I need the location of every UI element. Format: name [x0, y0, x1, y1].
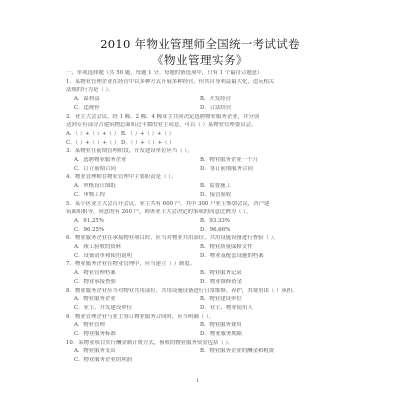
option-d: D．物业及配套设施的档案: [200, 252, 264, 259]
question-text: 筑面积相等，同意的有 200 户，则该业主大会决定的事项的同意比例为（ ）。: [66, 209, 252, 216]
option-b: B．开发经营: [200, 96, 231, 103]
option-d: D．物业服务期限: [200, 331, 243, 337]
option-b: B．物业建设单位: [200, 296, 242, 303]
question-text: 8．物业服务企业应当对物业共用部位、共用设施设备进行日常维修、养护，其费用由（ ）承担。: [66, 287, 298, 294]
section-heading: 一、单项选择题（共 50 题，每题 1 分。每题的备选项中，只有 1 个最符合题意）: [66, 70, 263, 76]
exam-subtitle: 《物业管理实务》: [152, 53, 248, 67]
option-c: C．物业承接查验: [74, 278, 116, 285]
question-text: 6．物业服务企业在承接物业项目时，应当对物业共用部位、共用设施设备进行查验（ ）。: [66, 235, 279, 242]
option-d: D．接管验收: [200, 191, 232, 198]
option-a: A．选聘物业服务企业: [74, 157, 127, 163]
option-c: C．订立前期合同: [74, 165, 116, 172]
option-c: C．审核工程: [74, 191, 106, 198]
question-text: 1．某物业管理企业在经营中以多种方式开展多种经营，但其自身利益最大化，违反相关: [66, 78, 275, 85]
option-d: D．签订前期服务合同: [200, 165, 253, 172]
option-c: C．业主、开发建设单位: [74, 304, 133, 311]
question-text: C．（ ）+（ ）+（ ） D．（ ）+（ ）+（ ）: [66, 139, 175, 146]
option-b: B．物业服务记录: [200, 270, 242, 277]
option-a: A．谋利益: [74, 96, 100, 103]
option-b: B．监督施工: [200, 183, 231, 190]
option-b: B．物业服务费用: [200, 322, 242, 329]
question-text: 4．物业管理师在物业管理中主要职责是（ ）。: [66, 174, 177, 181]
exam-title: 2010 年物业管理师全国统一考试试卷: [100, 37, 300, 51]
option-b: B．物业服务企业的酬金和税费: [200, 348, 275, 355]
option-d: D．96.66%: [200, 226, 231, 233]
page-number: 1: [196, 378, 200, 384]
option-a: A．91.25%: [74, 217, 104, 224]
question-text: 达到专有部分占建筑物总面积过半数的业主同意，可以（ ）某物业管理委员会。: [66, 122, 257, 129]
option-b: B．物业服务企业一个月: [200, 157, 258, 163]
option-c: C．违规停: [74, 104, 100, 111]
question-text: A．（ ）+（ ）+（ ） B．（ ）+（ ）+（ ）: [66, 130, 174, 137]
option-d: D．业主、物业使用人: [200, 304, 253, 311]
option-c: C．设备清单和使用说明: [74, 252, 133, 259]
question-text: 5．某小区业主大会召开会议，业主共有 600 户，其中 300 户业主参加会议，各户建: [66, 200, 270, 207]
option-a: A．审核设计图纸: [74, 183, 116, 190]
question-text: 7．物业服务企业在物业管理中，应当建立（ ）制度。: [66, 261, 196, 268]
question-text: 3．某物业在前期管理阶段，开发建设单位应当（ ）。: [66, 148, 193, 155]
option-a: A．物业服务企业: [74, 296, 116, 303]
question-text: 9．物业管理企业与业主签订物业服务合同时，应当明确（ ）。: [66, 313, 214, 320]
option-a: A．竣工验收的资料: [74, 244, 122, 250]
option-c: C．物业服务企业的利润: [74, 357, 133, 364]
option-d: D．合法经营: [200, 104, 232, 111]
option-c: C．物业服务标准: [74, 331, 116, 337]
option-a: A．物业管理: [74, 322, 105, 329]
option-b: B．93.33%: [200, 217, 230, 224]
option-d: D．物业维修资金: [200, 278, 243, 285]
option-b: B．物业质量保修文件: [200, 244, 253, 250]
option-a: A．物业服务支出: [74, 348, 116, 355]
question-text: 法规的行为是（ ）。: [66, 87, 114, 94]
option-c: C．96.25%: [74, 226, 105, 233]
question-text: 10．某物业项目实行酬金制计费方式，预收的物业服务资金包括（ ）。: [66, 339, 234, 346]
option-a: A．物业管理档案: [74, 270, 116, 277]
question-text: 2．业主大会会议，经 1 幢、2 幢、4 幢业主共同决定选聘物业服务企业，并分别: [66, 113, 260, 120]
